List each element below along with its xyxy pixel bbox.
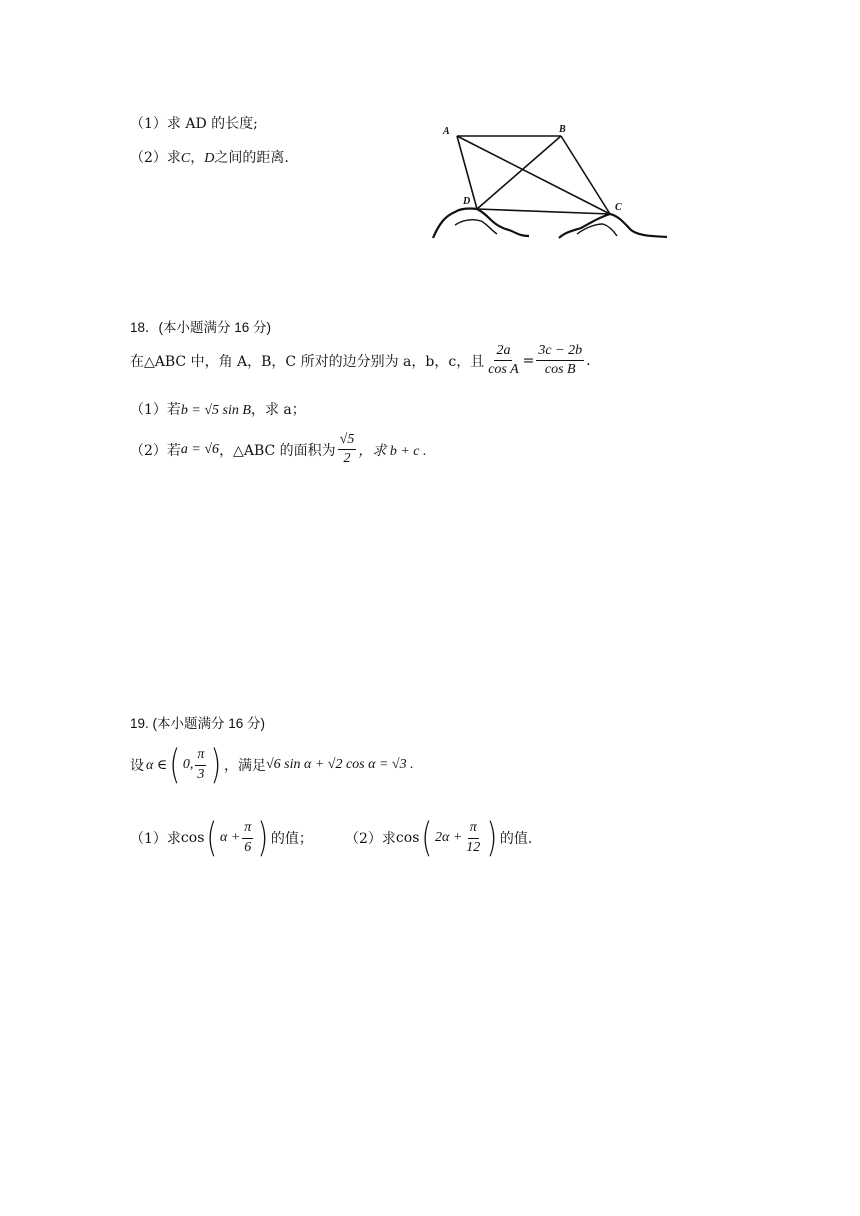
q18-part2 — [130, 432, 427, 467]
q18-fraction-right — [536, 343, 584, 378]
q19-close-paren: ) — [210, 742, 222, 788]
q18-eq: = — [522, 352, 535, 369]
q19-p1-fraction — [242, 820, 253, 855]
q19-pi-over-3 — [195, 747, 206, 782]
q19-pi: π — [195, 747, 206, 765]
q19-p1-den: 6 — [244, 839, 252, 855]
q19-stem-mid: ，满足 — [223, 758, 266, 774]
diagonal-bd — [477, 136, 561, 209]
q18-p2-suffix: ，求 b + c . — [358, 443, 427, 459]
q17-part2-prefix: （2）求 — [130, 150, 181, 166]
q18-stem — [130, 343, 591, 378]
q18-p1-prefix: （1）若 — [130, 402, 181, 418]
q18-den2: cos B — [544, 362, 576, 378]
label-c: C — [615, 202, 622, 213]
q17-part2-d: D — [204, 151, 215, 166]
q18-area-fraction — [338, 432, 357, 467]
q17-part2-c: C — [180, 151, 191, 166]
quadrilateral-figure — [425, 120, 675, 245]
q18-p2-num: √5 — [338, 432, 357, 450]
q17-part2-suffix: 之间的距离. — [214, 150, 289, 166]
q19-p1-num: π — [242, 820, 253, 838]
q19-p2-close-paren: ) — [486, 815, 498, 861]
q19-stem-prefix: 设 — [130, 758, 144, 774]
q17-part2 — [130, 147, 289, 167]
q19-heading: 19. (本小题满分 16 分) — [130, 716, 266, 731]
q18-heading: 18．(本小题满分 16 分) — [130, 320, 272, 335]
diagonal-ac — [457, 136, 610, 214]
q18-num1: 2a — [494, 343, 512, 361]
q19-part1 — [130, 815, 313, 861]
label-b: B — [559, 124, 566, 135]
q19-p2-suffix: 的值. — [499, 831, 533, 847]
q19-p1-close-paren: ) — [257, 815, 269, 861]
q18-p1-suffix: ，求 a； — [250, 402, 306, 418]
q19-open-paren: ( — [169, 742, 181, 788]
q18-num2: 3c − 2b — [536, 343, 584, 361]
q19-p1-cos: cos — [180, 830, 205, 846]
label-d: D — [463, 196, 471, 207]
q19-p1-open-paren: ( — [206, 815, 218, 861]
q19-stem — [130, 742, 414, 788]
q19-p2-open-paren: ( — [421, 815, 433, 861]
q18-den1: cos A — [488, 362, 519, 378]
q18-p2-mid: ，△ABC 的面积为 — [219, 442, 336, 459]
q19-p2-cos: cos — [395, 830, 420, 846]
q18-part1 — [130, 399, 306, 419]
q18-p2-prefix: （2）若 — [130, 442, 181, 459]
q19-p2-fraction — [464, 820, 482, 855]
q19-equation: √6 sin α + √2 cos α = √3 . — [265, 757, 414, 772]
q19-p2-den: 12 — [466, 839, 481, 855]
q19-p2-prefix: （2）求 — [345, 831, 396, 847]
q19-interval-left: 0, — [182, 757, 194, 772]
q18-p1-math: b = √5 sin B — [180, 403, 251, 418]
q18-p2-math: a = √6 — [180, 441, 220, 457]
q19-three: 3 — [197, 766, 205, 782]
label-a: A — [443, 126, 450, 137]
q18-fraction-left — [486, 343, 520, 378]
terrain-left — [433, 208, 529, 238]
q17-part1: （1）求 AD 的长度; — [130, 116, 258, 132]
q18-stem-text: 在△ABC 中，角 A，B，C 所对的边分别为 a，b，c，且 — [130, 353, 485, 370]
q19-alpha-in: α ∈ — [146, 757, 168, 773]
q19-p2-inner: 2α + — [435, 830, 463, 845]
terrain-right — [559, 214, 667, 238]
q18-p2-den: 2 — [343, 451, 351, 467]
q17-part2-sep: ， — [190, 150, 205, 166]
q18-stem-end: . — [586, 352, 591, 369]
q19-p1-suffix: 的值； — [270, 831, 313, 847]
edge-dc — [477, 209, 610, 214]
q19-p2-num: π — [468, 820, 479, 838]
q19-p1-inner: α + — [220, 830, 241, 845]
q19-part2 — [345, 815, 533, 861]
q19-p1-prefix: （1）求 — [130, 831, 181, 847]
